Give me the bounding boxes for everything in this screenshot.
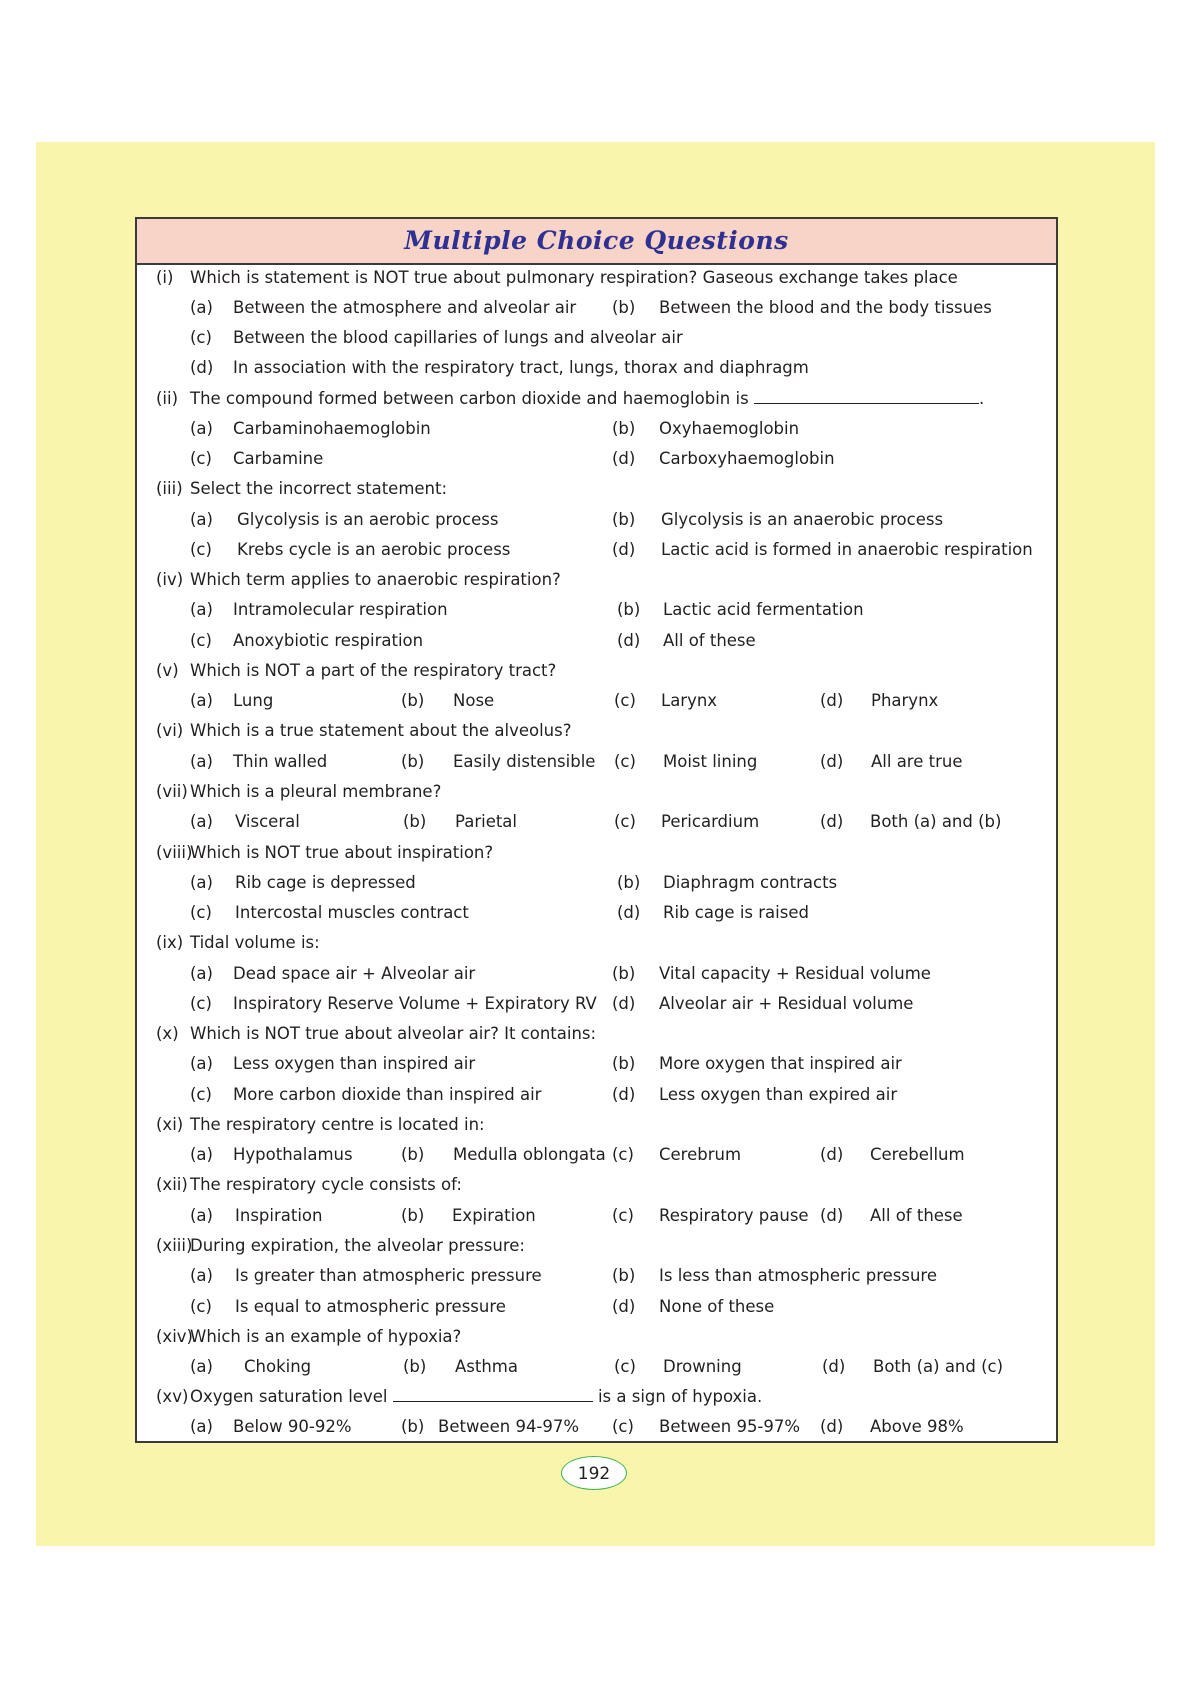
option-c: Anoxybiotic respiration [233,631,424,650]
option-label: (c) [612,1206,634,1225]
option-a: Lung [233,691,274,710]
question-number: (i) [156,268,174,287]
options-row [137,898,1056,928]
option-label: (d) [822,1357,846,1376]
question-number: (xiv) [156,1327,193,1346]
options-row [137,444,1056,474]
option-c: Drowning [663,1357,742,1376]
option-label: (c) [614,752,636,771]
question-number: (ix) [156,933,184,952]
option-d: Rib cage is raised [663,903,809,922]
question-text: Which is statement is NOT true about pulmonary respiration? Gaseous exchange takes place [190,268,958,287]
options-row [137,1412,1056,1442]
option-label: (b) [401,691,425,710]
option-b: Easily distensible [453,752,596,771]
option-label: (b) [612,1266,636,1285]
question-3 [137,474,1056,504]
option-a: Carbaminohaemoglobin [233,419,431,438]
question-9 [137,928,1056,958]
options-row [137,1292,1056,1322]
options-row [137,323,1056,353]
options-row [137,414,1056,444]
question-text: Which is a pleural membrane? [190,782,442,801]
option-b: Medulla oblongata [453,1145,606,1164]
answer-blank [754,385,979,404]
option-c: Between 95-97% [659,1417,801,1436]
option-label: (c) [612,1145,634,1164]
options-row [137,293,1056,323]
option-a: Intramolecular respiration [233,600,448,619]
option-label: (d) [190,358,214,377]
option-d: Above 98% [870,1417,964,1436]
option-label: (b) [401,752,425,771]
option-d: In association with the respiratory tract, lungs, thorax and diaphragm [233,358,809,377]
question-10 [137,1019,1056,1049]
question-2 [137,384,1056,414]
options-row [137,686,1056,716]
option-a: Inspiration [235,1206,323,1225]
option-c: Pericardium [661,812,760,831]
question-7 [137,777,1056,807]
option-a: Hypothalamus [233,1145,353,1164]
option-label: (d) [820,1417,844,1436]
question-text: Tidal volume is: [190,933,320,952]
option-label: (d) [612,994,636,1013]
option-b: Glycolysis is an anaerobic process [661,510,944,529]
option-label: (d) [612,1297,636,1316]
option-b: Expiration [452,1206,536,1225]
option-label: (d) [617,903,641,922]
question-number: (viii) [156,843,193,862]
question-text: Which is a true statement about the alveolus? [190,721,572,740]
option-c: Krebs cycle is an aerobic process [237,540,511,559]
question-number: (xi) [156,1115,184,1134]
question-number: (iv) [156,570,184,589]
option-c: Cerebrum [659,1145,742,1164]
option-b: Lactic acid fermentation [663,600,864,619]
option-d: Both (a) and (b) [870,812,1002,831]
option-label: (c) [614,691,636,710]
option-a: Glycolysis is an aerobic process [237,510,499,529]
question-6 [137,716,1056,746]
option-label: (c) [190,631,212,650]
options-row [137,1352,1056,1382]
option-label: (c) [190,449,212,468]
option-label: (d) [820,752,844,771]
question-text: Which is NOT true about alveolar air? It contains: [190,1024,597,1043]
question-11 [137,1110,1056,1140]
option-label: (c) [612,1417,634,1436]
option-label: (a) [190,419,213,438]
question-14 [137,1322,1056,1352]
options-row [137,1201,1056,1231]
option-label: (b) [612,419,636,438]
option-label: (d) [612,1085,636,1104]
option-b: Parietal [455,812,518,831]
options-row [137,959,1056,989]
option-c: Larynx [661,691,718,710]
option-label: (c) [190,540,212,559]
question-12 [137,1170,1056,1200]
question-8 [137,838,1056,868]
option-d: All are true [871,752,963,771]
option-label: (d) [612,540,636,559]
question-5 [137,656,1056,686]
option-label: (a) [190,510,213,529]
option-label: (c) [614,1357,636,1376]
option-b: Vital capacity + Residual volume [659,964,931,983]
options-row [137,1049,1056,1079]
option-c: Intercostal muscles contract [235,903,469,922]
question-number: (vii) [156,782,188,801]
question-number: (ii) [156,389,179,408]
question-13 [137,1231,1056,1261]
option-a: Is greater than atmospheric pressure [235,1266,542,1285]
option-d: Lactic acid is formed in anaerobic respiration [661,540,1033,559]
option-b: Between the blood and the body tissues [659,298,992,317]
option-c: Between the blood capillaries of lungs and alveolar air [233,328,683,347]
option-label: (a) [190,1206,213,1225]
option-c: More carbon dioxide than inspired air [233,1085,542,1104]
question-number: (xv) [156,1387,189,1406]
question-text-part: Oxygen saturation level [190,1387,388,1406]
option-d: Alveolar air + Residual volume [659,994,914,1013]
question-number: (v) [156,661,179,680]
options-row [137,595,1056,625]
options-row [137,989,1056,1019]
option-a: Visceral [235,812,300,831]
question-text [190,1382,762,1412]
option-d: Both (a) and (c) [873,1357,1004,1376]
option-label: (b) [612,510,636,529]
options-row [137,505,1056,535]
option-b: Nose [453,691,495,710]
option-b: Between 94-97% [438,1417,580,1436]
option-label: (c) [190,328,212,347]
option-c: Is equal to atmospheric pressure [235,1297,506,1316]
question-text-part: The compound formed between carbon dioxide and haemoglobin is [190,389,749,408]
question-text: Select the incorrect statement: [190,479,448,498]
options-row [137,747,1056,777]
option-label: (a) [190,1417,213,1436]
question-text-end: is a sign of hypoxia. [597,1387,763,1406]
option-d: All of these [663,631,756,650]
question-text: Which term applies to anaerobic respiration? [190,570,561,589]
option-label: (b) [612,298,636,317]
options-row [137,1261,1056,1291]
option-label: (a) [190,964,213,983]
options-row [137,535,1056,565]
options-row [137,807,1056,837]
option-label: (b) [617,873,641,892]
question-number: (vi) [156,721,184,740]
option-d: All of these [870,1206,963,1225]
option-label: (d) [820,1145,844,1164]
option-label: (c) [190,1085,212,1104]
question-text: The respiratory centre is located in: [190,1115,485,1134]
option-label: (d) [617,631,641,650]
option-b: More oxygen that inspired air [659,1054,902,1073]
option-label: (a) [190,1145,213,1164]
option-label: (c) [190,994,212,1013]
option-d: None of these [659,1297,775,1316]
page-title: Multiple Choice Questions [404,226,789,255]
option-label: (a) [190,873,213,892]
option-label: (a) [190,1357,213,1376]
option-label: (d) [820,691,844,710]
option-a: Between the atmosphere and alveolar air [233,298,577,317]
option-label: (b) [403,1357,427,1376]
option-d: Less oxygen than expired air [659,1085,898,1104]
option-d: Cerebellum [870,1145,965,1164]
mcq-box [135,217,1058,1443]
option-label: (b) [403,812,427,831]
option-label: (a) [190,812,213,831]
option-label: (c) [190,1297,212,1316]
question-text: During expiration, the alveolar pressure: [190,1236,525,1255]
option-label: (a) [190,1054,213,1073]
question-text: Which is NOT a part of the respiratory tract? [190,661,557,680]
option-a: Choking [244,1357,312,1376]
options-row [137,353,1056,383]
option-label: (a) [190,298,213,317]
option-label: (a) [190,752,213,771]
option-b: Is less than atmospheric pressure [659,1266,938,1285]
option-label: (d) [612,449,636,468]
question-text [190,384,984,414]
option-d: Pharynx [871,691,939,710]
title-bar [137,219,1056,265]
option-c: Moist lining [663,752,758,771]
question-number: (x) [156,1024,179,1043]
option-label: (b) [401,1206,425,1225]
option-a: Thin walled [233,752,328,771]
option-label: (b) [617,600,641,619]
option-label: (d) [820,1206,844,1225]
option-c: Respiratory pause [659,1206,809,1225]
question-text: Which is NOT true about inspiration? [190,843,494,862]
question-text-end: . [978,389,985,408]
answer-blank [393,1383,593,1402]
option-a: Dead space air + Alveolar air [233,964,476,983]
option-b: Diaphragm contracts [663,873,838,892]
option-a: Rib cage is depressed [235,873,416,892]
options-row [137,1080,1056,1110]
option-c: Inspiratory Reserve Volume + Expiratory RV [233,994,597,1013]
option-label: (b) [401,1417,425,1436]
option-b: Asthma [455,1357,518,1376]
option-label: (c) [614,812,636,831]
question-text: The respiratory cycle consists of: [190,1175,462,1194]
question-number: (iii) [156,479,183,498]
option-a: Less oxygen than inspired air [233,1054,476,1073]
options-row [137,868,1056,898]
options-row [137,626,1056,656]
option-d: Carboxyhaemoglobin [659,449,835,468]
option-label: (a) [190,691,213,710]
question-1 [137,263,1056,293]
question-number: (xii) [156,1175,188,1194]
option-label: (d) [820,812,844,831]
options-row [137,1140,1056,1170]
option-label: (a) [190,1266,213,1285]
option-label: (a) [190,600,213,619]
option-label: (b) [401,1145,425,1164]
question-number: (xiii) [156,1236,193,1255]
option-b: Oxyhaemoglobin [659,419,800,438]
page-number-badge: 192 [561,1456,627,1490]
option-a: Below 90-92% [233,1417,352,1436]
option-label: (c) [190,903,212,922]
option-c: Carbamine [233,449,324,468]
question-4 [137,565,1056,595]
option-label: (b) [612,964,636,983]
option-label: (b) [612,1054,636,1073]
question-text: Which is an example of hypoxia? [190,1327,462,1346]
question-15 [137,1382,1056,1412]
